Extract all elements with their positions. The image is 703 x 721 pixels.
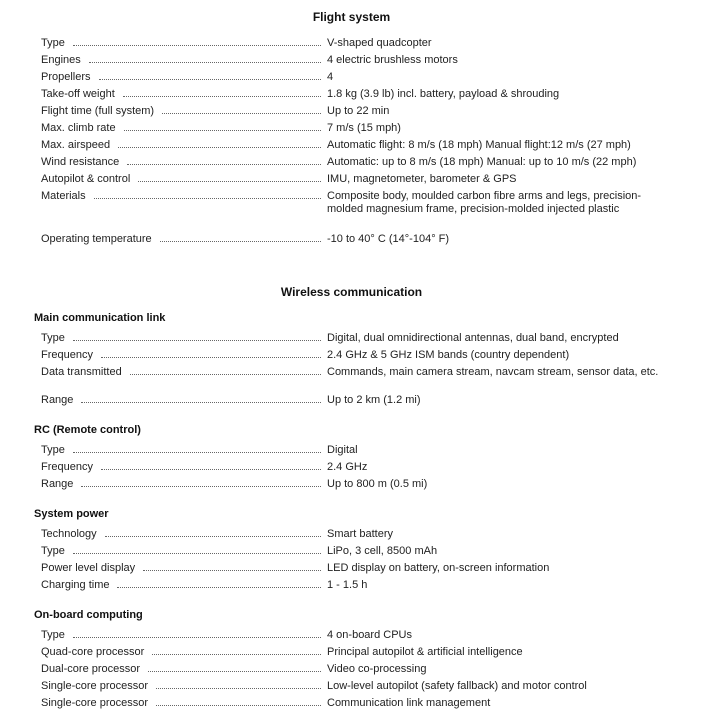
- subsection-title-rc: RC (Remote control): [34, 424, 141, 436]
- spec-value: Digital: [327, 444, 358, 456]
- spec-label: Technology: [41, 528, 97, 540]
- spec-row: [41, 156, 681, 170]
- spec-label: Frequency: [41, 461, 93, 473]
- spec-row: [41, 37, 681, 51]
- spec-value: Automatic: up to 8 m/s (18 mph) Manual: up to 10 m/s (22 mph): [327, 156, 637, 168]
- dotted-leader: [73, 637, 321, 638]
- spec-row: [41, 394, 681, 408]
- spec-label: Frequency: [41, 349, 93, 361]
- spec-label: Range: [41, 394, 74, 406]
- spec-value: V-shaped quadcopter: [327, 37, 432, 49]
- dotted-leader: [101, 357, 321, 358]
- spec-value: 1 - 1.5 h: [327, 579, 368, 591]
- spec-value: Digital, dual omnidirectional antennas, dual band, encrypted: [327, 332, 619, 344]
- dotted-leader: [117, 587, 321, 588]
- spec-label: Wind resistance: [41, 156, 120, 168]
- spec-value: Automatic flight: 8 m/s (18 mph) Manual flight:12 m/s (27 mph): [327, 139, 631, 151]
- spec-row: [41, 190, 681, 215]
- spec-value: Up to 22 min: [327, 105, 390, 117]
- dotted-leader: [73, 452, 321, 453]
- spec-row: [41, 663, 681, 677]
- dotted-leader: [160, 241, 321, 242]
- section-title-wireless: Wireless communication: [280, 285, 423, 299]
- spec-row: [41, 579, 681, 593]
- dotted-leader: [156, 688, 321, 689]
- spec-label: Quad-core processor: [41, 646, 145, 658]
- spec-value: Principal autopilot & artificial intelligence: [327, 646, 523, 658]
- spec-row: [41, 349, 681, 363]
- subsection-title-main-link: Main communication link: [34, 312, 166, 324]
- spec-value: 1.8 kg (3.9 lb) incl. battery, payload & shrouding: [327, 88, 560, 100]
- dotted-leader: [143, 570, 321, 571]
- dotted-leader: [162, 113, 321, 114]
- spec-value: -10 to 40° C (14°-104° F): [327, 233, 450, 245]
- spec-label: Type: [41, 629, 65, 641]
- spec-row: [41, 332, 681, 346]
- spec-row: [41, 105, 681, 119]
- spec-value: LED display on battery, on-screen information: [327, 562, 550, 574]
- spec-label: Power level display: [41, 562, 136, 574]
- subsection-title-system-power: System power: [34, 508, 109, 520]
- spec-value: 2.4 GHz: [327, 461, 368, 473]
- spec-value: LiPo, 3 cell, 8500 mAh: [327, 545, 438, 557]
- spec-value: Up to 2 km (1.2 mi): [327, 394, 421, 406]
- spec-value: 4 electric brushless motors: [327, 54, 458, 66]
- spec-label: Max. airspeed: [41, 139, 111, 151]
- spec-label: Single-core processor: [41, 697, 148, 709]
- spec-value: 4: [327, 71, 334, 83]
- spec-value: Smart battery: [327, 528, 394, 540]
- spec-value: 2.4 GHz & 5 GHz ISM bands (country dependent): [327, 349, 570, 361]
- spec-row: [41, 528, 681, 542]
- spec-label: Propellers: [41, 71, 91, 83]
- spec-row: [41, 697, 681, 711]
- dotted-leader: [156, 705, 321, 706]
- dotted-leader: [101, 469, 321, 470]
- spec-row: [41, 139, 681, 153]
- spec-value: Commands, main camera stream, navcam stream, sensor data, etc.: [327, 366, 659, 378]
- spec-row: [41, 562, 681, 576]
- spec-label: Single-core processor: [41, 680, 148, 692]
- dotted-leader: [73, 45, 321, 46]
- spec-value: Video co-processing: [327, 663, 427, 675]
- spec-label: Operating temperature: [41, 233, 152, 245]
- dotted-leader: [138, 181, 321, 182]
- spec-label: Dual-core processor: [41, 663, 141, 675]
- spec-row: [41, 461, 681, 475]
- spec-row: [41, 88, 681, 102]
- spec-value: Communication link management: [327, 697, 491, 709]
- spec-row: [41, 629, 681, 643]
- spec-row: [41, 545, 681, 559]
- spec-row: [41, 71, 681, 85]
- dotted-leader: [81, 402, 321, 403]
- dotted-leader: [81, 486, 321, 487]
- dotted-leader: [127, 164, 321, 165]
- spec-label: Take-off weight: [41, 88, 115, 100]
- spec-label: Data transmitted: [41, 366, 122, 378]
- spec-value: 7 m/s (15 mph): [327, 122, 401, 134]
- dotted-leader: [118, 147, 321, 148]
- spec-value: 4 on-board CPUs: [327, 629, 412, 641]
- dotted-leader: [99, 79, 321, 80]
- spec-row: [41, 233, 681, 247]
- spec-row: [41, 173, 681, 187]
- dotted-leader: [73, 553, 321, 554]
- spec-row: [41, 54, 681, 68]
- spec-label: Type: [41, 545, 65, 557]
- spec-label: Flight time (full system): [41, 105, 155, 117]
- spec-label: Autopilot & control: [41, 173, 131, 185]
- spec-value: Up to 800 m (0.5 mi): [327, 478, 428, 490]
- spec-label: Type: [41, 332, 65, 344]
- dotted-leader: [105, 536, 321, 537]
- dotted-leader: [124, 130, 321, 131]
- subsection-title-computing: On-board computing: [34, 609, 143, 621]
- spec-label: Engines: [41, 54, 81, 66]
- spec-label: Type: [41, 444, 65, 456]
- spec-value: IMU, magnetometer, barometer & GPS: [327, 173, 517, 185]
- spec-row: [41, 122, 681, 136]
- spec-row: [41, 444, 681, 458]
- spec-label: Charging time: [41, 579, 110, 591]
- dotted-leader: [73, 340, 321, 341]
- spec-row: [41, 478, 681, 492]
- dotted-leader: [89, 62, 321, 63]
- dotted-leader: [130, 374, 321, 375]
- dotted-leader: [152, 654, 321, 655]
- dotted-leader: [94, 198, 321, 199]
- dotted-leader: [123, 96, 321, 97]
- spec-label: Type: [41, 37, 65, 49]
- spec-row: [41, 680, 681, 694]
- section-title-flight-system: Flight system: [312, 10, 391, 24]
- spec-label: Range: [41, 478, 74, 490]
- dotted-leader: [148, 671, 321, 672]
- spec-row: [41, 366, 681, 380]
- spec-value: Composite body, moulded carbon fibre arms and legs, precision-molded magnesium frame, precision-molded injected plastic: [327, 190, 642, 215]
- spec-row: [41, 646, 681, 660]
- spec-value: Low-level autopilot (safety fallback) and motor control: [327, 680, 587, 692]
- spec-label: Max. climb rate: [41, 122, 116, 134]
- spec-label: Materials: [41, 190, 86, 202]
